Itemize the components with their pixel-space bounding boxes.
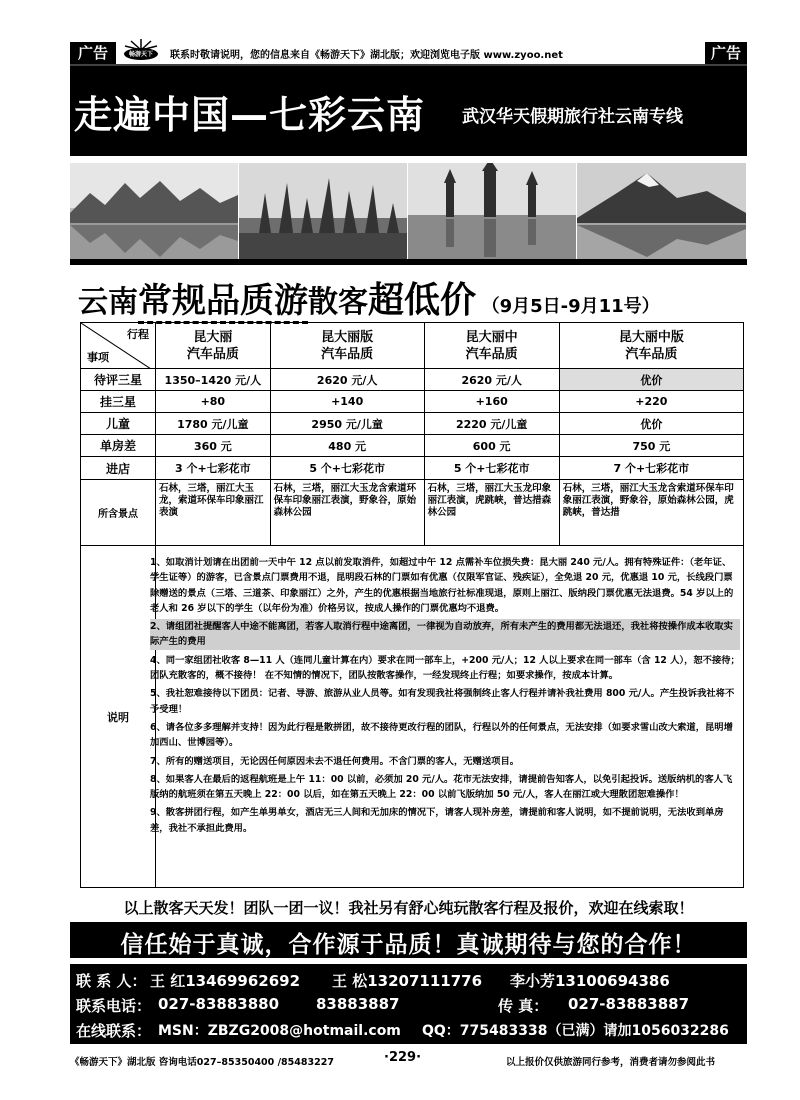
route-header: 昆大丽版 汽车品质 [270, 323, 424, 369]
scenic-cell: 石林，三塔，丽江大玉龙印象丽江表演，虎跳峡，普达措森林公园 [424, 480, 559, 546]
scenery-photo-strip [70, 163, 746, 259]
contact-person: 李小芳13100694386 [510, 972, 670, 990]
price-cell: 600 元 [424, 435, 559, 457]
logo-text: 畅游天下 [128, 51, 153, 58]
row-label: 儿童 [81, 413, 156, 435]
divider-bar [70, 259, 747, 265]
contact-person: 王 松13207111776 [332, 972, 483, 990]
snow-mountain-photo [577, 163, 746, 259]
banner-subtitle: 武汉华天假期旅行社云南专线 [462, 107, 683, 127]
note-item: 5、我社恕难接待以下团员：记者、导游、旅游从业人员等。如有发现我社将强制终止客人行程并请补我社费用 800 元/人。产生投诉我社将不予受理！ [150, 688, 735, 715]
slogan-outline: 信任始于真诚，合作源于品质！真诚期待与您的合作！ [120, 932, 697, 958]
row-label: 挂三星 [81, 391, 156, 413]
header-notice: 联系时敬请说明，您的信息来自《畅游天下》湖北版；欢迎浏览电子版 www.zyoo.net [170, 50, 563, 61]
contact-phone: 027-83883880 [158, 995, 280, 1013]
note-item: 2、请组团社提醒客人中途不能离团，若客人取消行程中途离团，一律视为自动放弃，所有未产生的费用都无法退还，我社将按操作成本收取实际产生的费用 [150, 619, 740, 650]
shop-cell: 7 个+七彩花市 [559, 457, 743, 480]
price-cell: 480 元 [270, 435, 424, 457]
contact-qq: QQ：775483338（已满）请加1056032286 [422, 1023, 729, 1039]
scenic-cell: 石林，三塔，丽江大玉龙含索道环保车印象丽江表演，野象谷，原始森林公园，虎跳峡，普达措 [559, 480, 743, 546]
shop-cell: 5 个+七彩花市 [270, 457, 424, 480]
contact-msn: MSN：ZBZG2008@hotmail.com [158, 1023, 401, 1039]
table-row [81, 457, 744, 480]
price-cell: 360 元 [156, 435, 271, 457]
headline-yunnan: 云南 [78, 285, 138, 320]
notes-list [150, 555, 740, 839]
corner-item-label: 事项 [87, 351, 109, 364]
price-cell: 1350–1420 元/人 [156, 369, 271, 391]
row-label: 所含景点 [81, 480, 156, 546]
table-row [81, 435, 744, 457]
ad-tag-left: 广告 [70, 42, 116, 64]
table-row [81, 413, 744, 435]
ad-tag-right: 广告 [705, 42, 747, 64]
sun-logo-icon [120, 38, 162, 64]
note-item: 9、散客拼团行程，如产生单男单女，酒店无三人间和无加床的情况下，请客人现补房差，请提前和客人说明，如不提前说明，无法收到单房差，我社不承担此费用。 [150, 807, 724, 834]
headline-regular-quality: 常规品质游 [138, 281, 308, 324]
scenic-cell: 石林，三塔，丽江大玉龙，索道环保车印象丽江表演 [156, 480, 271, 546]
note-item: 8、如果客人在最后的返程航班是上午 11：00 以前，必须加 20 元/人。花市无法安排，请提前告知客人，以免引起投诉。送版纳机的客人飞版纳的航班须在第五天晚上 22：00 以后，如在第五天晚上 22：00 以前飞版纳加 50 元/人，客人在丽江或大理散团恕难操作！ [150, 773, 733, 801]
note-item: 4、同一家组团社收客 8—11 人（连同儿童计算在内）要求在同一部车上，+200 元/人；12 人以上要求在同一部车（含 12 人），恕不接待；团队充散客的，概不接待！ 在不知情的情况下，团队按散客操作，一经发现终止行程；如要求操作，按成本计算。 [150, 654, 740, 682]
price-cell: 2220 元/儿童 [424, 413, 559, 435]
scenic-cell: 石林，三塔，丽江大玉龙含索道环保车印象丽江表演，野象谷，原始森林公园 [270, 480, 424, 546]
price-cell: +80 [156, 391, 271, 413]
shop-cell: 3 个+七彩花市 [156, 457, 271, 480]
headline-low-price: 超低价 [368, 280, 477, 321]
price-cell: +140 [270, 391, 424, 413]
contact-panel [70, 964, 747, 1044]
price-cell: +220 [559, 391, 743, 413]
table-row [81, 391, 744, 413]
table-row [81, 369, 744, 391]
price-cell: 1780 元/儿童 [156, 413, 271, 435]
shop-cell: 5 个+七彩花市 [424, 457, 559, 480]
footer-publication: 《畅游天下》湖北版 咨询电话027–85350400 /85483227 [70, 1057, 334, 1068]
row-label: 进店 [81, 457, 156, 480]
price-cell: 2620 元/人 [424, 369, 559, 391]
price-cell: 优价 [559, 413, 743, 435]
title-banner [70, 64, 747, 156]
contact-people-label: 联 系 人： [76, 972, 147, 990]
table-corner-cell [81, 323, 156, 369]
corner-route-label: 行程 [127, 328, 149, 341]
slogan-line: 以上散客天天发！团队一团一议！我社另有舒心纯玩散客行程及报价，欢迎在线索取！ [123, 899, 694, 917]
stone-forest-photo [239, 163, 407, 259]
contact-fax-label: 传 真： [498, 997, 549, 1015]
route-header: 昆大丽中版 汽车品质 [559, 323, 743, 369]
note-item: 7、所有的赠送项目，无论因任何原因未去不退任何费用。不含门票的客人，无赠送项目。 [150, 755, 520, 767]
route-header: 昆大丽中 汽车品质 [424, 323, 559, 369]
footer-disclaimer: 以上报价仅供旅游同行参考，消费者请勿参阅此书 [506, 1057, 716, 1068]
route-header: 昆大丽 汽车品质 [156, 323, 271, 369]
note-item: 6、请各位多多理解并支持！因为此行程是散拼团，故不接待更改行程的团队，行程以外的任何景点，无法安排（如要求雪山改大索道，昆明增加西山、世博园等）。 [150, 721, 733, 749]
contact-fax: 027-83883887 [568, 995, 690, 1013]
contact-person: 王 红13469962692 [150, 972, 301, 990]
notes-label: 说明 [81, 546, 156, 888]
contact-phone-label: 联系电话： [76, 997, 152, 1015]
headline-dates: （9月5日-9月11号） [481, 296, 660, 317]
note-item: 1、如取消计划请在出团前一天中午 12 点以前发取消件，如超过中午 12 点需补车位损失费：昆大丽 240 元/人。拥有特殊证件：（老年证、学生证等）的游客，已含景点门票费用不退，昆明段石林的门票如有优惠（仅限军官证、残疾证），全免退 20 元，优惠退 10 元，长线段门票除赠送的景点（三塔、三道茶、印象丽江）之外，产生的优惠根据当地旅行社标准现退，原则上丽江、版纳段门票优惠无法退费。54 岁以上的老人和 26 岁以下的学生（以年份为准）价格另议，按成人操作的门票优惠均不退费。 [150, 557, 734, 614]
banner-title: 走遍中国—七彩云南 [74, 93, 426, 137]
contact-phone: 83883887 [316, 995, 400, 1013]
headline-individual: 散客 [308, 285, 368, 320]
page-number: ·229· [384, 1050, 422, 1065]
price-cell: 2620 元/人 [270, 369, 424, 391]
route-headline [78, 272, 660, 321]
row-label: 单房差 [81, 435, 156, 457]
mountain-lake-photo [70, 163, 238, 259]
three-pagodas-photo [408, 163, 576, 259]
contact-online-label: 在线联系： [76, 1022, 152, 1040]
row-label: 待评三星 [81, 369, 156, 391]
price-cell: 2950 元/儿童 [270, 413, 424, 435]
table-row [81, 480, 744, 546]
price-cell: 750 元 [559, 435, 743, 457]
price-cell: +160 [424, 391, 559, 413]
price-cell: 优价 [559, 369, 743, 391]
